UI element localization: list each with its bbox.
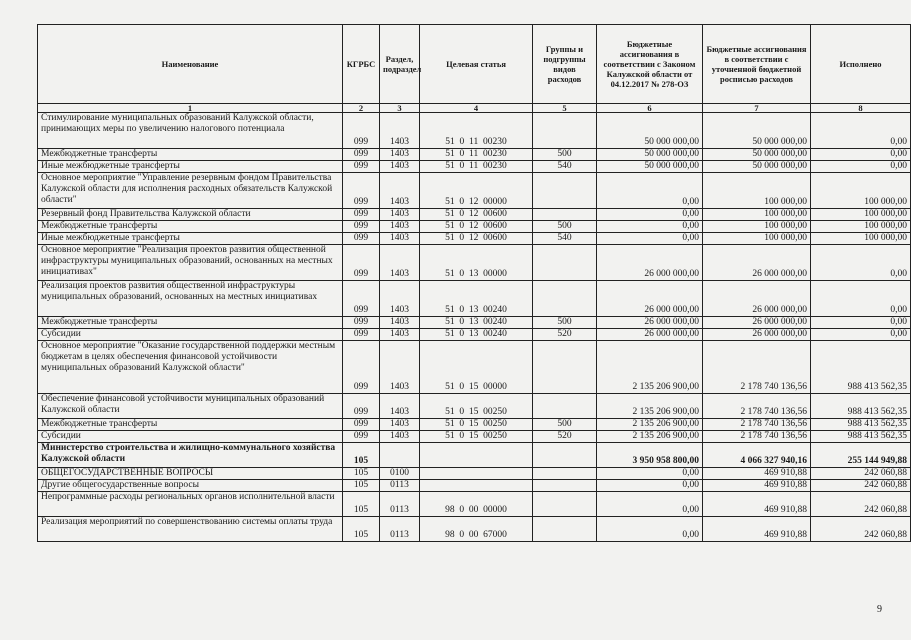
table-row xyxy=(38,221,911,233)
row-name: Реализация мероприятий по совершенствованию системы оплаты труда xyxy=(38,517,343,542)
column-number: 7 xyxy=(703,104,811,113)
row-executed: 0,00 xyxy=(811,149,911,161)
row-kgrbs: 105 xyxy=(343,492,380,517)
table-row xyxy=(38,209,911,221)
row-name: Стимулирование муниципальных образований Калужской области, принимающих меры по увеличению налогового потенциала xyxy=(38,113,343,149)
row-executed: 0,00 xyxy=(811,161,911,173)
row-group xyxy=(533,492,597,517)
row-kgrbs: 105 xyxy=(343,443,380,468)
row-kgrbs: 099 xyxy=(343,149,380,161)
table-row xyxy=(38,431,911,443)
row-law: 0,00 xyxy=(597,480,703,492)
row-name: Обеспечение финансовой устойчивости муниципальных образований Калужской области xyxy=(38,394,343,419)
row-section: 1403 xyxy=(380,233,420,245)
row-name: Межбюджетные трансферты xyxy=(38,149,343,161)
row-target: 51 0 12 00600 xyxy=(420,233,533,245)
table-row xyxy=(38,443,911,468)
row-executed: 988 413 562,35 xyxy=(811,341,911,394)
row-kgrbs: 105 xyxy=(343,480,380,492)
row-name: Другие общегосударственные вопросы xyxy=(38,480,343,492)
row-executed: 242 060,88 xyxy=(811,480,911,492)
row-group xyxy=(533,517,597,542)
header-refined: Бюджетные ассигнования в соответствии с уточненной бюджетной росписью расходов xyxy=(703,25,811,104)
row-law: 0,00 xyxy=(597,209,703,221)
row-kgrbs: 099 xyxy=(343,281,380,317)
row-law: 26 000 000,00 xyxy=(597,245,703,281)
row-law: 26 000 000,00 xyxy=(597,329,703,341)
row-group xyxy=(533,281,597,317)
row-executed: 0,00 xyxy=(811,329,911,341)
header-section: Раздел, подраздел xyxy=(380,25,420,104)
row-target: 98 0 00 00000 xyxy=(420,492,533,517)
row-executed: 242 060,88 xyxy=(811,492,911,517)
row-kgrbs: 099 xyxy=(343,431,380,443)
row-refined: 26 000 000,00 xyxy=(703,245,811,281)
row-target: 51 0 11 00230 xyxy=(420,149,533,161)
row-executed: 100 000,00 xyxy=(811,209,911,221)
row-refined: 100 000,00 xyxy=(703,209,811,221)
row-refined: 26 000 000,00 xyxy=(703,281,811,317)
row-refined: 2 178 740 136,56 xyxy=(703,419,811,431)
row-target: 51 0 15 00000 xyxy=(420,341,533,394)
table-row xyxy=(38,113,911,149)
row-name: Основное мероприятие "Управление резервным фондом Правительства Калужской области для исполнения расходных обязательств Калужской области" xyxy=(38,173,343,209)
row-section: 1403 xyxy=(380,161,420,173)
column-number: 4 xyxy=(420,104,533,113)
table-row xyxy=(38,394,911,419)
row-law: 50 000 000,00 xyxy=(597,161,703,173)
row-section: 1403 xyxy=(380,221,420,233)
row-section: 1403 xyxy=(380,113,420,149)
row-kgrbs: 099 xyxy=(343,209,380,221)
row-executed: 255 144 949,88 xyxy=(811,443,911,468)
row-executed: 100 000,00 xyxy=(811,221,911,233)
row-kgrbs: 099 xyxy=(343,245,380,281)
row-group: 520 xyxy=(533,329,597,341)
row-refined: 26 000 000,00 xyxy=(703,317,811,329)
row-target xyxy=(420,480,533,492)
row-refined: 469 910,88 xyxy=(703,517,811,542)
header-groups: Группы и подгруппы видов расходов xyxy=(533,25,597,104)
row-name: Субсидии xyxy=(38,431,343,443)
row-law: 0,00 xyxy=(597,468,703,480)
row-group xyxy=(533,341,597,394)
row-target xyxy=(420,443,533,468)
row-refined: 469 910,88 xyxy=(703,492,811,517)
row-section: 0100 xyxy=(380,468,420,480)
row-kgrbs: 099 xyxy=(343,221,380,233)
header-executed: Исполнено xyxy=(811,25,911,104)
table-row xyxy=(38,245,911,281)
row-section: 1403 xyxy=(380,419,420,431)
row-executed: 0,00 xyxy=(811,113,911,149)
row-name: Министерство строительства и жилищно-коммунального хозяйства Калужской области xyxy=(38,443,343,468)
row-name: Основное мероприятие "Реализация проектов развития общественной инфраструктуры муниципальных образований, основанных на местных инициативах" xyxy=(38,245,343,281)
row-refined: 2 178 740 136,56 xyxy=(703,341,811,394)
table-row xyxy=(38,492,911,517)
row-kgrbs: 099 xyxy=(343,394,380,419)
row-section: 1403 xyxy=(380,209,420,221)
row-kgrbs: 099 xyxy=(343,113,380,149)
row-group xyxy=(533,173,597,209)
row-group: 540 xyxy=(533,161,597,173)
row-target: 51 0 15 00250 xyxy=(420,431,533,443)
row-section: 1403 xyxy=(380,329,420,341)
row-law: 2 135 206 900,00 xyxy=(597,419,703,431)
row-law: 50 000 000,00 xyxy=(597,113,703,149)
column-number: 5 xyxy=(533,104,597,113)
row-kgrbs: 099 xyxy=(343,317,380,329)
row-executed: 988 413 562,35 xyxy=(811,419,911,431)
row-kgrbs: 099 xyxy=(343,233,380,245)
row-executed: 0,00 xyxy=(811,281,911,317)
row-name: Реализация проектов развития общественной инфраструктуры муниципальных образований, основанных на местных инициативах xyxy=(38,281,343,317)
row-kgrbs: 099 xyxy=(343,329,380,341)
row-group: 500 xyxy=(533,317,597,329)
table-row xyxy=(38,161,911,173)
row-name: Межбюджетные трансферты xyxy=(38,419,343,431)
row-name: Субсидии xyxy=(38,329,343,341)
row-executed: 0,00 xyxy=(811,317,911,329)
row-section: 1403 xyxy=(380,341,420,394)
row-target: 98 0 00 67000 xyxy=(420,517,533,542)
row-kgrbs: 099 xyxy=(343,161,380,173)
row-refined: 2 178 740 136,56 xyxy=(703,394,811,419)
row-target: 51 0 12 00600 xyxy=(420,221,533,233)
row-refined: 469 910,88 xyxy=(703,480,811,492)
row-section: 1403 xyxy=(380,149,420,161)
row-target: 51 0 12 00000 xyxy=(420,173,533,209)
row-name: Межбюджетные трансферты xyxy=(38,317,343,329)
row-group xyxy=(533,245,597,281)
row-name: Основное мероприятие "Оказание государственной поддержки местным бюджетам в целях обеспечения финансовой устойчивости муниципальных образований Калужской области" xyxy=(38,341,343,394)
table-row xyxy=(38,341,911,394)
row-kgrbs: 105 xyxy=(343,517,380,542)
row-law: 0,00 xyxy=(597,517,703,542)
row-group xyxy=(533,443,597,468)
row-group: 520 xyxy=(533,431,597,443)
row-law: 3 950 958 800,00 xyxy=(597,443,703,468)
column-number: 8 xyxy=(811,104,911,113)
row-law: 0,00 xyxy=(597,492,703,517)
row-kgrbs: 105 xyxy=(343,468,380,480)
row-refined: 469 910,88 xyxy=(703,468,811,480)
row-group xyxy=(533,394,597,419)
row-section: 0113 xyxy=(380,480,420,492)
table-row xyxy=(38,468,911,480)
row-section: 1403 xyxy=(380,431,420,443)
row-group xyxy=(533,480,597,492)
column-number: 3 xyxy=(380,104,420,113)
table-row xyxy=(38,233,911,245)
row-kgrbs: 099 xyxy=(343,173,380,209)
row-executed: 988 413 562,35 xyxy=(811,394,911,419)
row-law: 0,00 xyxy=(597,221,703,233)
row-law: 26 000 000,00 xyxy=(597,281,703,317)
row-refined: 50 000 000,00 xyxy=(703,113,811,149)
row-law: 2 135 206 900,00 xyxy=(597,394,703,419)
row-target: 51 0 13 00240 xyxy=(420,281,533,317)
row-group xyxy=(533,209,597,221)
row-group: 500 xyxy=(533,149,597,161)
row-name: Непрограммные расходы региональных органов исполнительной власти xyxy=(38,492,343,517)
budget-table xyxy=(37,24,911,542)
row-name: Резервный фонд Правительства Калужской области xyxy=(38,209,343,221)
table-row xyxy=(38,517,911,542)
header-name: Наименование xyxy=(38,25,343,104)
row-group xyxy=(533,113,597,149)
row-section: 0113 xyxy=(380,517,420,542)
row-refined: 50 000 000,00 xyxy=(703,149,811,161)
row-section: 0113 xyxy=(380,492,420,517)
row-name: Иные межбюджетные трансферты xyxy=(38,161,343,173)
page-number: 9 xyxy=(877,604,882,615)
row-target: 51 0 13 00240 xyxy=(420,329,533,341)
row-refined: 26 000 000,00 xyxy=(703,329,811,341)
header-row xyxy=(38,25,911,104)
row-name: Иные межбюджетные трансферты xyxy=(38,233,343,245)
row-name: ОБЩЕГОСУДАРСТВЕННЫЕ ВОПРОСЫ xyxy=(38,468,343,480)
row-target xyxy=(420,468,533,480)
row-executed: 988 413 562,35 xyxy=(811,431,911,443)
row-section: 1403 xyxy=(380,281,420,317)
row-law: 50 000 000,00 xyxy=(597,149,703,161)
row-target: 51 0 11 00230 xyxy=(420,113,533,149)
row-refined: 100 000,00 xyxy=(703,173,811,209)
row-law: 2 135 206 900,00 xyxy=(597,341,703,394)
row-refined: 100 000,00 xyxy=(703,221,811,233)
column-number: 1 xyxy=(38,104,343,113)
row-refined: 2 178 740 136,56 xyxy=(703,431,811,443)
row-target: 51 0 15 00250 xyxy=(420,419,533,431)
table-row xyxy=(38,173,911,209)
column-number-row xyxy=(38,104,911,113)
row-section: 1403 xyxy=(380,173,420,209)
row-target: 51 0 12 00600 xyxy=(420,209,533,221)
row-executed: 0,00 xyxy=(811,245,911,281)
row-refined: 4 066 327 940,16 xyxy=(703,443,811,468)
row-group: 500 xyxy=(533,221,597,233)
row-executed: 100 000,00 xyxy=(811,173,911,209)
row-executed: 242 060,88 xyxy=(811,517,911,542)
column-number: 2 xyxy=(343,104,380,113)
row-section: 1403 xyxy=(380,245,420,281)
row-refined: 50 000 000,00 xyxy=(703,161,811,173)
row-kgrbs: 099 xyxy=(343,419,380,431)
header-kgrbs: КГРБС xyxy=(343,25,380,104)
row-name: Межбюджетные трансферты xyxy=(38,221,343,233)
table-row xyxy=(38,317,911,329)
row-target: 51 0 15 00250 xyxy=(420,394,533,419)
row-group: 540 xyxy=(533,233,597,245)
row-refined: 100 000,00 xyxy=(703,233,811,245)
header-target: Целевая статья xyxy=(420,25,533,104)
table-row xyxy=(38,480,911,492)
row-target: 51 0 13 00240 xyxy=(420,317,533,329)
row-target: 51 0 11 00230 xyxy=(420,161,533,173)
row-section: 1403 xyxy=(380,317,420,329)
row-law: 0,00 xyxy=(597,173,703,209)
table-row xyxy=(38,281,911,317)
row-group xyxy=(533,468,597,480)
table-row xyxy=(38,329,911,341)
row-section: 1403 xyxy=(380,394,420,419)
row-law: 2 135 206 900,00 xyxy=(597,431,703,443)
row-executed: 242 060,88 xyxy=(811,468,911,480)
row-group: 500 xyxy=(533,419,597,431)
row-target: 51 0 13 00000 xyxy=(420,245,533,281)
row-executed: 100 000,00 xyxy=(811,233,911,245)
row-law: 26 000 000,00 xyxy=(597,317,703,329)
column-number: 6 xyxy=(597,104,703,113)
table-row xyxy=(38,419,911,431)
row-section xyxy=(380,443,420,468)
table-row xyxy=(38,149,911,161)
row-law: 0,00 xyxy=(597,233,703,245)
row-kgrbs: 099 xyxy=(343,341,380,394)
header-law: Бюджетные ассигнования в соответствии с Законом Калужской области от 04.12.2017 № 278-ОЗ xyxy=(597,25,703,104)
